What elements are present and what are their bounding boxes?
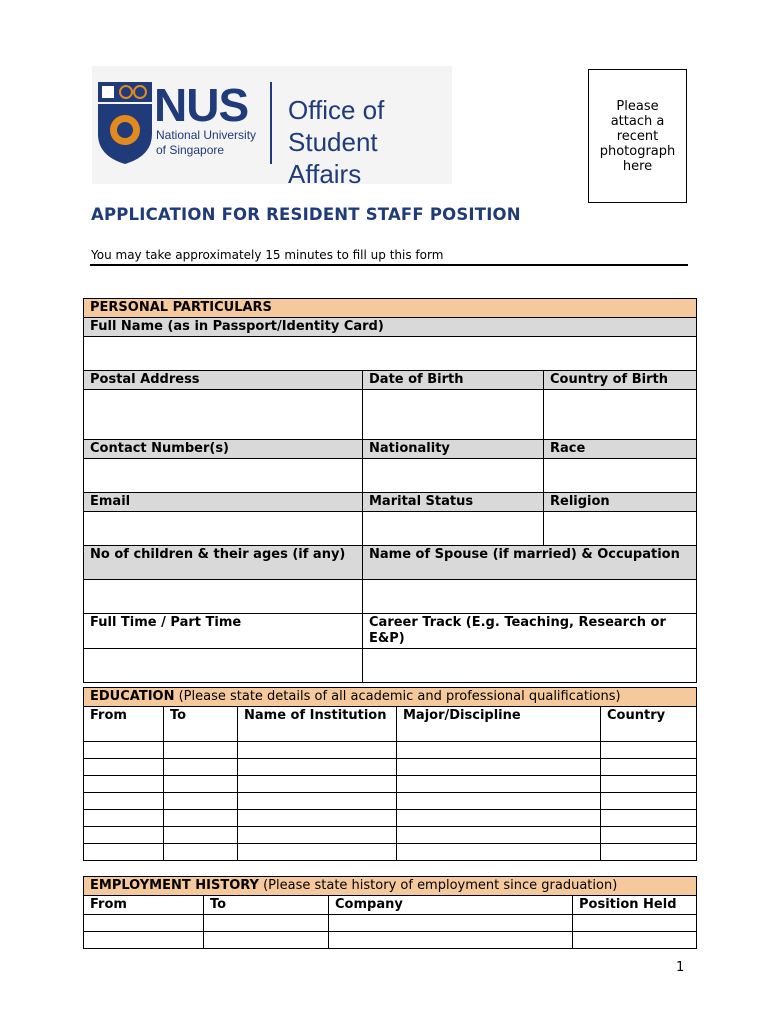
emp-company-header: Company	[329, 896, 573, 915]
race-label: Race	[544, 440, 697, 459]
country-of-birth-field[interactable]	[544, 390, 697, 440]
children-field[interactable]	[84, 580, 363, 614]
full-name-label: Full Name (as in Passport/Identity Card)	[84, 318, 697, 337]
logo-university-name: National University of Singapore	[156, 128, 257, 157]
table-row	[84, 810, 697, 827]
religion-field[interactable]	[544, 512, 697, 546]
edu-major-header: Major/Discipline	[397, 707, 601, 742]
employment-section-heading: EMPLOYMENT HISTORY (Please state history of employment since graduation)	[84, 877, 697, 896]
spouse-label: Name of Spouse (if married) & Occupation	[363, 546, 697, 580]
page-number: 1	[676, 960, 685, 975]
nus-osa-logo	[92, 66, 452, 189]
table-row	[84, 915, 697, 932]
edu-country-header: Country	[601, 707, 697, 742]
photo-placeholder-box[interactable]	[588, 69, 687, 203]
education-section-heading: EDUCATION (Please state details of all academic and professional qualifications)	[84, 688, 697, 707]
contact-numbers-label: Contact Number(s)	[84, 440, 363, 459]
table-row	[84, 759, 697, 776]
religion-label: Religion	[544, 493, 697, 512]
race-field[interactable]	[544, 459, 697, 493]
table-row	[84, 844, 697, 861]
nus-crest-icon	[96, 80, 154, 166]
emp-position-header: Position Held	[573, 896, 697, 915]
table-row	[84, 776, 697, 793]
postal-address-field[interactable]	[84, 390, 363, 440]
title-divider	[90, 264, 688, 266]
date-of-birth-label: Date of Birth	[363, 371, 544, 390]
table-row	[84, 793, 697, 810]
employment-table	[83, 876, 697, 949]
career-track-label: Career Track (E.g. Teaching, Research or E&P)	[363, 614, 697, 649]
date-of-birth-field[interactable]	[363, 390, 544, 440]
emp-to-header: To	[204, 896, 329, 915]
nationality-field[interactable]	[363, 459, 544, 493]
emp-from-header: From	[84, 896, 204, 915]
children-label: No of children & their ages (if any)	[84, 546, 363, 580]
edu-institution-header: Name of Institution	[238, 707, 397, 742]
logo-office-name: Office of Student Affairs	[288, 95, 385, 189]
postal-address-label: Postal Address	[84, 371, 363, 390]
table-row	[84, 932, 697, 949]
form-title: APPLICATION FOR RESIDENT STAFF POSITION	[91, 205, 521, 224]
country-of-birth-label: Country of Birth	[544, 371, 697, 390]
contact-numbers-field[interactable]	[84, 459, 363, 493]
photo-instruction: Please attach a recent photograph here	[599, 98, 676, 174]
form-subtitle: You may take approximately 15 minutes to fill up this form	[91, 248, 444, 262]
full-part-time-field[interactable]	[84, 649, 363, 683]
full-part-time-label: Full Time / Part Time	[84, 614, 363, 649]
edu-from-header: From	[84, 707, 164, 742]
email-field[interactable]	[84, 512, 363, 546]
edu-to-header: To	[164, 707, 238, 742]
email-label: Email	[84, 493, 363, 512]
spouse-field[interactable]	[363, 580, 697, 614]
marital-status-label: Marital Status	[363, 493, 544, 512]
career-track-field[interactable]	[363, 649, 697, 683]
table-row	[84, 742, 697, 759]
logo-divider	[270, 82, 272, 164]
education-table	[83, 687, 697, 861]
nationality-label: Nationality	[363, 440, 544, 459]
personal-section-heading: PERSONAL PARTICULARS	[84, 299, 697, 318]
full-name-field[interactable]	[84, 337, 697, 371]
logo-acronym: NUS	[154, 79, 249, 131]
marital-status-field[interactable]	[363, 512, 544, 546]
table-row	[84, 827, 697, 844]
personal-particulars-table	[83, 298, 697, 683]
